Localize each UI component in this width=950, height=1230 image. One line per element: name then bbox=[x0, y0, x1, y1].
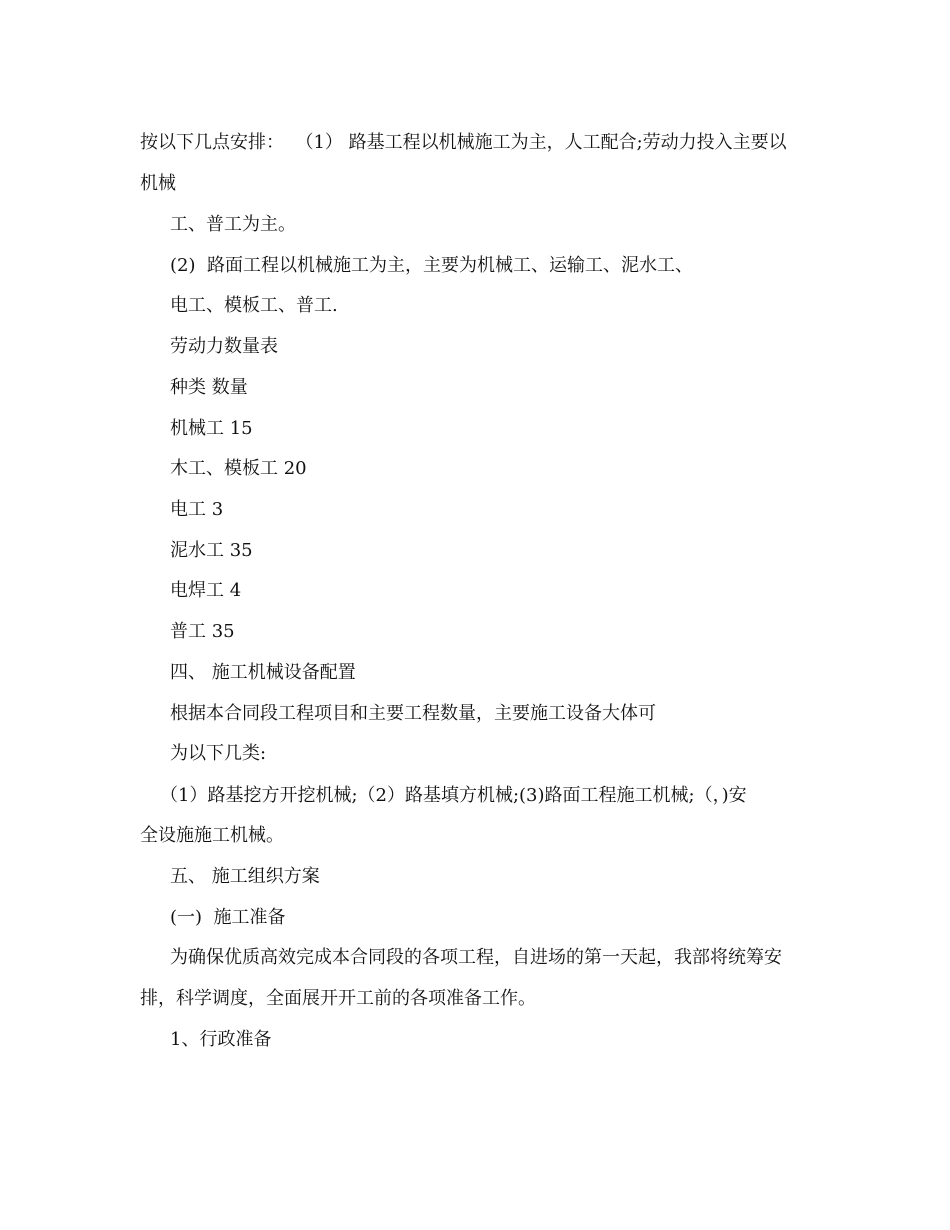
table-row: 电焊工 4 bbox=[170, 580, 242, 601]
table-row: 木工、模板工 20 bbox=[170, 458, 307, 479]
table-row: 机械工 15 bbox=[170, 418, 253, 439]
section-heading: 四、 施工机械设备配置 bbox=[170, 662, 356, 683]
paragraph-line: 电工、模板工、普工. bbox=[170, 295, 338, 316]
section-heading: 五、 施工组织方案 bbox=[170, 866, 320, 887]
paragraph-line: 根据本合同段工程项目和主要工程数量，主要施工设备大体可 bbox=[170, 703, 656, 724]
paragraph-line: （1）路基挖方开挖机械;（2）路基填方机械;(3)路面工程施工机械;（，)安 bbox=[160, 785, 747, 806]
paragraph-line: 工、普工为主。 bbox=[170, 214, 296, 235]
paragraph-line: 排，科学调度，全面展开开工前的各项准备工作。 bbox=[140, 988, 536, 1009]
paragraph-line: 为确保优质高效完成本合同段的各项工程，自进场的第一天起，我部将统筹安 bbox=[170, 947, 782, 968]
paragraph-line: 按以下几点安排： （1） 路基工程以机械施工为主，人工配合;劳动力投入主要以 bbox=[140, 132, 787, 153]
table-row: 电工 3 bbox=[170, 499, 224, 520]
table-header-row: 种类 数量 bbox=[170, 377, 248, 398]
table-row: 普工 35 bbox=[170, 621, 235, 642]
table-title: 劳动力数量表 bbox=[170, 336, 278, 357]
paragraph-line: 为以下几类: bbox=[170, 743, 267, 764]
paragraph-line: (2) 路面工程以机械施工为主，主要为机械工、运输工、泥水工、 bbox=[170, 255, 693, 276]
table-row: 泥水工 35 bbox=[170, 540, 253, 561]
subsection-heading: (一) 施工准备 bbox=[170, 907, 286, 928]
paragraph-line: 机械 bbox=[140, 173, 176, 194]
paragraph-line: 全设施施工机械。 bbox=[140, 825, 284, 846]
subsection-heading: 1、行政准备 bbox=[170, 1029, 272, 1050]
